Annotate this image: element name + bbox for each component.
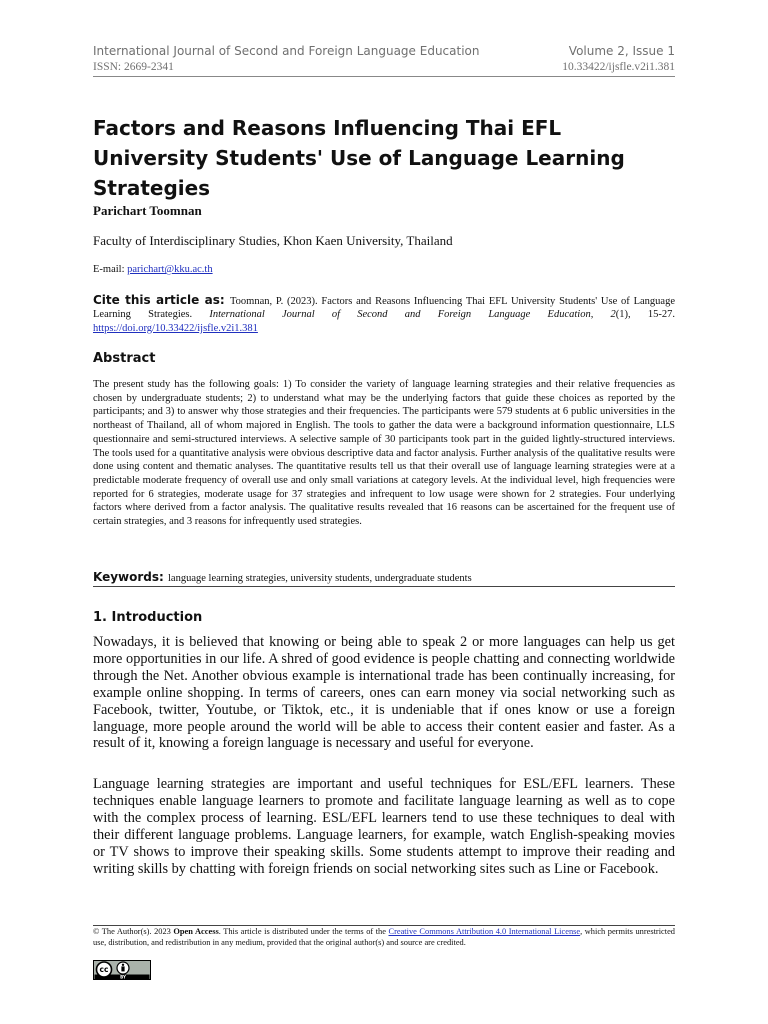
citation-issue-pages: (1), 15-27.: [615, 309, 675, 321]
keywords-text: language learning strategies, university students, undergraduate students: [168, 573, 472, 584]
issn: ISSN: 2669-2341: [93, 61, 174, 73]
footer-divider: [93, 925, 675, 926]
article-title: Factors and Reasons Influencing Thai EFL University Students' Use of Language Learning Strategies: [93, 116, 625, 200]
keywords-label: Keywords:: [93, 570, 169, 584]
license-text-1: . This article is distributed under the terms of the: [218, 927, 389, 936]
abstract-heading: Abstract: [93, 351, 156, 366]
cc-badge-text: cc: [99, 965, 109, 974]
introduction-paragraph-2: Language learning strategies are important and useful techniques for ESL/EFL learners. These techniques enable language learners to promote and facilitate language learning as well as to cope with the complex process of learning. ESL/EFL learners tend to use these techniques to deal with their different language problems. Language learners, for example, watch English-speaking movies or TV shows to improve their speaking skills. Some students attempt to improve their reading and writing skills by chatting with foreign friends on social networking sites such as Line or Facebook.: [93, 776, 675, 877]
abstract-text: The present study has the following goals: 1) To consider the variety of language learning strategies and their relative frequencies as chosen by undergraduate students; 2) to understand what may be the underlying factors that guide these choices as reported by the participants; and 3) to answer why those strategies and their frequencies. The participants were 579 students at 6 public universities in the northeast of Thailand, all of whom majored in English. The tools to gather the data were a background information questionnaire, LLS questionnaire and semi-structured interviews. A selective sample of 30 participants took part in the guided lightly-structured interviews. The tools used for a quantitative analysis were obvious descriptive data and factor analysis. Further analysis of the qualitative results were done using content and thematic analyses. The quantitative results tell us that their overall use of language learning strategies were at a predictable moderate frequency of overall use and only small variations at category levels. At the individual level, high frequencies were reported for 6 strategies, moderate usage for 37 strategies and infrequent to low usage were shown for 2 strategies. Four underlying factors where derived from a factor analysis. The qualitative results revealed that 16 reasons can be ascertained for the frequent use of certain strategies, and 3 reasons for infrequently used strategies.: [93, 379, 675, 528]
header-meta: [93, 61, 675, 73]
keywords-divider: [93, 586, 675, 587]
volume-issue: Volume 2, Issue 1: [568, 44, 675, 58]
running-header: [93, 44, 675, 58]
author-name: Parichart Toomnan: [93, 203, 202, 218]
license-footnote: [93, 927, 675, 948]
author-affiliation: Faculty of Interdisciplinary Studies, Khon Kaen University, Thailand: [93, 233, 453, 248]
citation-journal: International Journal of Second and Foreign Language Education, 2: [209, 309, 616, 321]
license-link[interactable]: Creative Commons Attribution 4.0 International License: [388, 927, 581, 936]
citation-doi-link[interactable]: https://doi.org/10.33422/ijsfle.v2i1.381: [93, 322, 258, 334]
citation-text: Toomnan, P. (2023). Factors and Reasons Influencing Thai EFL University Students' Use of Language Learning Strategies.: [93, 296, 675, 321]
author-email: [93, 264, 213, 275]
license-text-2: , which permits unrestricted use, distribution, and redistribution in any medium, provided that the original author(s) and source are credited.: [93, 927, 675, 947]
by-badge-text: BY: [120, 974, 126, 980]
journal-name: International Journal of Second and Foreign Language Education: [93, 44, 480, 58]
citation-block: [93, 294, 675, 335]
copyright-text: © The Author(s). 2023: [93, 927, 174, 936]
open-access-label: Open Access: [173, 927, 219, 936]
introduction-heading: 1. Introduction: [93, 610, 203, 625]
header-divider: [93, 76, 675, 77]
email-label: E-mail:: [93, 264, 128, 275]
email-link[interactable]: parichart@kku.ac.th: [127, 264, 213, 275]
header-doi: 10.33422/ijsfle.v2i1.381: [562, 61, 675, 73]
keywords-line: [93, 570, 675, 584]
introduction-paragraph-1: Nowadays, it is believed that knowing or being able to speak 2 or more languages can help us get more opportunities in our life. A shred of good evidence is people chatting and connecting worldwide through the Net. Another obvious example is international trade has been continually increasing, for example online shopping. In terms of careers, ones can earn money via social networking such as Facebook, twitter, Youtube, or Tiktok, etc., it is undeniable that if ones know or use a foreign language, more people around the world will be able to access their content easier and faster. As a result of it, knowing a foreign language is necessary and useful for everyone.: [93, 634, 675, 752]
citation-label: Cite this article as:: [93, 293, 230, 307]
creative-commons-by-icon[interactable]: [93, 960, 151, 980]
